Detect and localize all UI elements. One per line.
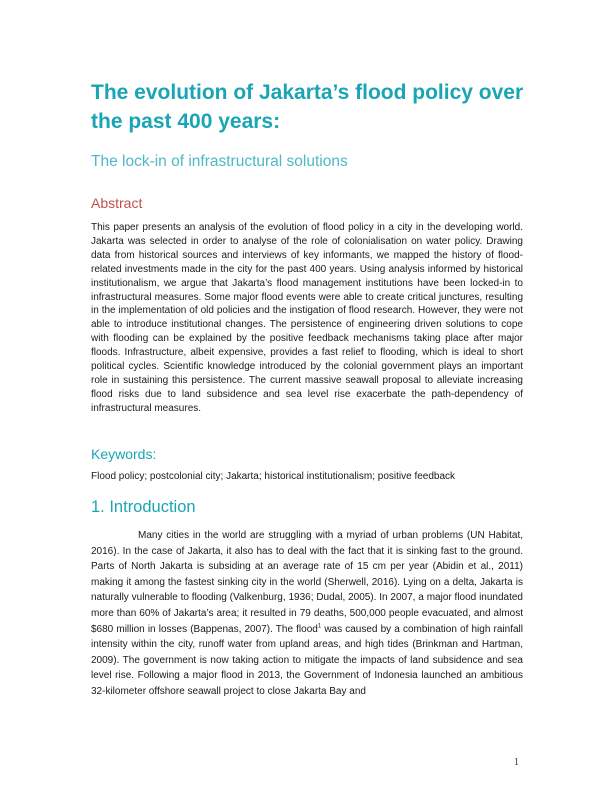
keywords-text: Flood policy; postcolonial city; Jakarta; historical institutionalism; positive feedback xyxy=(91,471,456,482)
page-number: 1 xyxy=(514,757,519,768)
footnote-marker[interactable]: 1 xyxy=(317,623,322,630)
introduction-text-part2: was caused by a combination of high rainfall intensity within the city, runoff water from upland areas, and high tides (Brinkman and Hartman, 2009). The government is now taking action to mitigate the impacts of land subsidence and sea level rise. Following a major flood in 2013, the Government of Indonesia launched an ambitious 32-kilometer offshore seawall project to close Jakarta Bay and xyxy=(91,623,523,697)
paper-subtitle: The lock-in of infrastructural solutions xyxy=(91,153,348,170)
introduction-text xyxy=(91,528,523,700)
paper-title: The evolution of Jakarta’s flood policy over the past 400 years: xyxy=(91,81,524,133)
introduction-heading: 1. Introduction xyxy=(91,498,196,516)
introduction-text-part1: Many cities in the world are struggling with a myriad of urban problems (UN Habitat, 2016). In the case of Jakarta, it also has to deal with the fact that it is sinking fast to the ground. Parts of North Jakarta is subsiding at an average rate of 15 cm per year (Abidin et al., 2011) making it among the fastest sinking city in the world (Sherwell, 2016). Lying on a delta, Jakarta is naturally vulnerable to flooding (Valkenburg, 1936; Dudal, 2005). In 2007, a major flood inundated more than 60% of Jakarta’s area; it resulted in 79 deaths, 500,000 people evacuated, and almost $680 million in losses (Bappenas, 2007). The flood xyxy=(91,530,523,635)
abstract-text: This paper presents an analysis of the evolution of flood policy in a city in the developing world. Jakarta was selected in order to analyse of the role of colonialisation on water policy. Drawing data from historical sources and interviews of key informants, we mapped the history of flood-related investments made in the city for the past 400 years. Using analysis informed by historical institutionalism, we argue that Jakarta’s flood management institutions have been locked-in to infrastructural measures. Some major flood events were able to create critical junctures, resulting in the implementation of old policies and the instigation of flood research. However, they were not able to introduce institutional changes. The persistence of engineering driven solutions to cope with flooding can be explained by the positive feedback mechanisms taking place after major floods. Infrastructure, albeit expensive, provides a fast relief to flooding, which is ideal to short political cycles. Scientific knowledge introduced by the colonial government plays an important role in sustaining this persistence. The current massive seawall proposal to alleviate increasing flood risks due to land subsidence and sea level rise exacerbate the path-dependency of infrastructural measures. xyxy=(91,222,523,414)
abstract-heading: Abstract xyxy=(91,195,143,211)
keywords-heading: Keywords: xyxy=(91,446,157,462)
